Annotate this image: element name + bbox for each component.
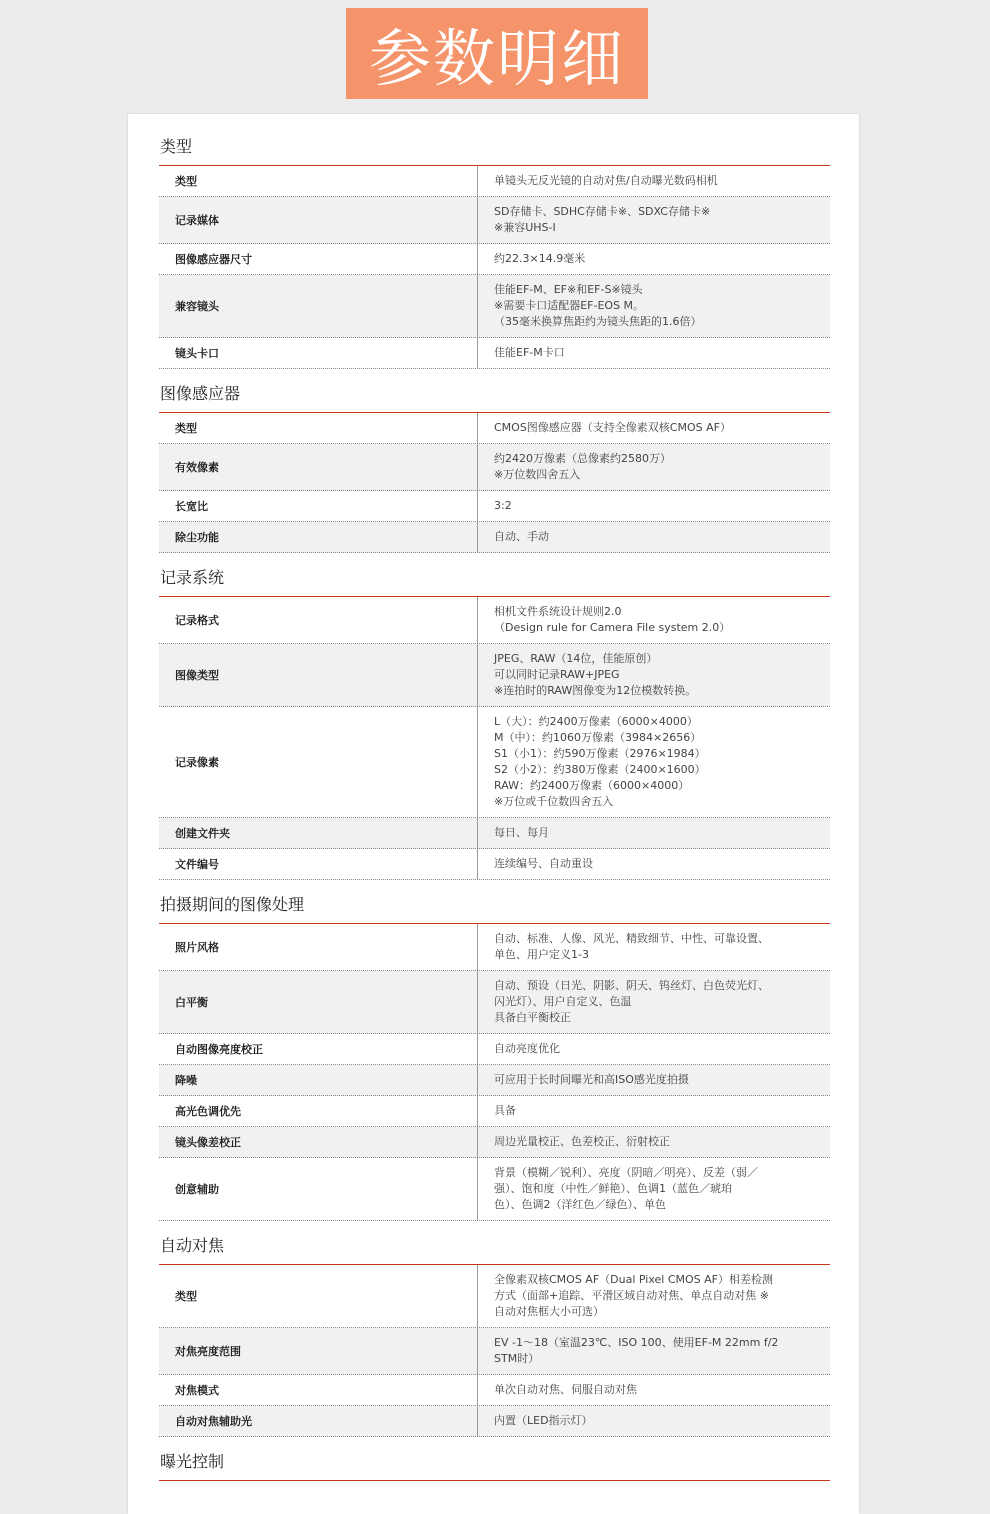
spec-row: [159, 522, 830, 553]
spec-value-line: 每日、每月: [494, 826, 549, 839]
spec-label: 类型: [159, 1265, 478, 1327]
section-title: 类型: [159, 128, 830, 166]
spec-label: 照片风格: [159, 924, 478, 970]
spec-label: 镜头像差校正: [159, 1127, 478, 1157]
spec-value-line: 内置（LED指示灯）: [494, 1414, 593, 1427]
spec-value-line: ※兼容UHS-I: [494, 221, 556, 234]
spec-row: [159, 644, 830, 707]
spec-value: [478, 707, 830, 817]
section-title: 记录系统: [159, 559, 830, 597]
spec-label: 高光色调优先: [159, 1096, 478, 1126]
spec-label: 除尘功能: [159, 522, 478, 552]
page-banner: [346, 8, 648, 99]
spec-value-line: 单色、用户定义1-3: [494, 948, 589, 961]
spec-table: [159, 1265, 830, 1437]
spec-value-line: SD存储卡、SDHC存储卡※、SDXC存储卡※: [494, 205, 711, 218]
section-title: 自动对焦: [159, 1227, 830, 1265]
spec-value-line: 全像素双核CMOS AF（Dual Pixel CMOS AF）相差检测: [494, 1273, 773, 1286]
spec-value: [478, 1265, 830, 1327]
spec-value-line: 自动对焦框大小可选）: [494, 1305, 604, 1318]
spec-value-line: STM时）: [494, 1352, 540, 1365]
spec-row: [159, 971, 830, 1034]
spec-value: [478, 275, 830, 337]
spec-label: 兼容镜头: [159, 275, 478, 337]
section-title: 图像感应器: [159, 375, 830, 413]
spec-table: [159, 166, 830, 369]
spec-row: [159, 1375, 830, 1406]
spec-value: [478, 1375, 830, 1405]
spec-value: [478, 244, 830, 274]
spec-row: [159, 1065, 830, 1096]
spec-row: [159, 244, 830, 275]
spec-label: 降噪: [159, 1065, 478, 1095]
spec-value: [478, 444, 830, 490]
spec-value-line: 强）、饱和度（中性／鲜艳）、色调1（蓝色／琥珀: [494, 1182, 732, 1195]
spec-row: [159, 924, 830, 971]
spec-value: [478, 1096, 830, 1126]
spec-value: [478, 818, 830, 848]
spec-value: [478, 491, 830, 521]
spec-label: 创意辅助: [159, 1158, 478, 1220]
section-title: 拍摄期间的图像处理: [159, 886, 830, 924]
spec-value: [478, 849, 830, 879]
spec-value: [478, 597, 830, 643]
spec-value-line: 自动、手动: [494, 530, 549, 543]
spec-row: [159, 444, 830, 491]
spec-value: [478, 1065, 830, 1095]
spec-label: 图像感应器尺寸: [159, 244, 478, 274]
spec-value-line: 周边光量校正、色差校正、衍射校正: [494, 1135, 670, 1148]
spec-value-line: 相机文件系统设计规则2.0: [494, 605, 622, 618]
spec-value-line: 具备: [494, 1104, 516, 1117]
spec-value: [478, 197, 830, 243]
spec-value: [478, 644, 830, 706]
spec-row: [159, 275, 830, 338]
spec-value-line: （Design rule for Camera File system 2.0）: [494, 621, 731, 634]
spec-value-line: ※连拍时的RAW图像变为12位模数转换。: [494, 684, 697, 697]
spec-row: [159, 197, 830, 244]
spec-value-line: 闪光灯）、用户自定义、色温: [494, 995, 632, 1008]
spec-row: [159, 1406, 830, 1437]
spec-row: [159, 1158, 830, 1221]
spec-value-line: 自动、标准、人像、风光、精致细节、中性、可靠设置、: [494, 932, 769, 945]
spec-value: [478, 522, 830, 552]
spec-value-line: CMOS图像感应器（支持全像素双核CMOS AF）: [494, 421, 731, 434]
spec-label: 自动图像亮度校正: [159, 1034, 478, 1064]
spec-value-line: 背景（模糊／锐利）、亮度（阴暗／明亮）、反差（弱／: [494, 1166, 758, 1179]
spec-label: 类型: [159, 413, 478, 443]
spec-value: [478, 1406, 830, 1436]
spec-label: 对焦模式: [159, 1375, 478, 1405]
spec-value: [478, 166, 830, 196]
spec-label: 有效像素: [159, 444, 478, 490]
spec-label: 图像类型: [159, 644, 478, 706]
spec-row: [159, 1328, 830, 1375]
spec-value-line: 佳能EF-M、EF※和EF-S※镜头: [494, 283, 643, 296]
spec-value-line: 可以同时记录RAW+JPEG: [494, 668, 620, 681]
spec-row: [159, 413, 830, 444]
spec-row: [159, 707, 830, 818]
spec-row: [159, 1265, 830, 1328]
spec-value-line: JPEG、RAW（14位，佳能原创）: [494, 652, 658, 665]
spec-value-line: ※万位或千位数四舍五入: [494, 795, 614, 808]
spec-value-line: RAW：约2400万像素（6000×4000）: [494, 779, 690, 792]
spec-row: [159, 849, 830, 880]
spec-value-line: （35毫米换算焦距约为镜头焦距的1.6倍）: [494, 315, 702, 328]
spec-row: [159, 1034, 830, 1065]
spec-value-line: 佳能EF-M卡口: [494, 346, 565, 359]
spec-label: 长宽比: [159, 491, 478, 521]
spec-label: 创建文件夹: [159, 818, 478, 848]
spec-value: [478, 971, 830, 1033]
spec-label: 类型: [159, 166, 478, 196]
spec-row: [159, 818, 830, 849]
spec-value-line: 色）、色调2（洋红色／绿色）、单色: [494, 1198, 666, 1211]
spec-row: [159, 1127, 830, 1158]
spec-card: [128, 114, 859, 1514]
spec-content: [159, 128, 830, 1481]
spec-value: [478, 1158, 830, 1220]
spec-value-line: S2（小2）：约380万像素（2400×1600）: [494, 763, 706, 776]
spec-value-line: 自动、预设（日光、阴影、阴天、钨丝灯、白色荧光灯、: [494, 979, 769, 992]
spec-value-line: S1（小1）：约590万像素（2976×1984）: [494, 747, 706, 760]
banner-title: 参数明细: [368, 22, 625, 95]
spec-value: [478, 1034, 830, 1064]
spec-value-line: ※万位数四舍五入: [494, 468, 581, 481]
spec-value: [478, 1328, 830, 1374]
spec-row: [159, 597, 830, 644]
spec-value-line: 约22.3×14.9毫米: [494, 252, 586, 265]
spec-table: [159, 924, 830, 1221]
spec-row: [159, 338, 830, 369]
spec-value-line: 单次自动对焦、伺服自动对焦: [494, 1383, 637, 1396]
spec-row: [159, 166, 830, 197]
spec-value-line: 约2420万像素（总像素约2580万）: [494, 452, 671, 465]
spec-label: 自动对焦辅助光: [159, 1406, 478, 1436]
spec-value-line: L（大）：约2400万像素（6000×4000）: [494, 715, 698, 728]
spec-value-line: 自动亮度优化: [494, 1042, 560, 1055]
spec-row: [159, 491, 830, 522]
spec-label: 镜头卡口: [159, 338, 478, 368]
spec-value-line: ※需要卡口适配器EF-EOS M。: [494, 299, 645, 312]
spec-label: 记录格式: [159, 597, 478, 643]
spec-value: [478, 413, 830, 443]
spec-row: [159, 1096, 830, 1127]
spec-value-line: 具备白平衡校正: [494, 1011, 571, 1024]
spec-value: [478, 1127, 830, 1157]
spec-value-line: M（中）：约1060万像素（3984×2656）: [494, 731, 702, 744]
spec-value: [478, 924, 830, 970]
spec-value-line: 3:2: [494, 499, 512, 512]
spec-table: [159, 597, 830, 880]
spec-value-line: 连续编号、自动重设: [494, 857, 593, 870]
spec-value: [478, 338, 830, 368]
section-title: 曝光控制: [159, 1443, 830, 1481]
spec-value-line: 方式（面部+追踪、平滑区域自动对焦、单点自动对焦 ※: [494, 1289, 769, 1302]
spec-value-line: 可应用于长时间曝光和高ISO感光度拍摄: [494, 1073, 689, 1086]
spec-label: 白平衡: [159, 971, 478, 1033]
spec-label: 文件编号: [159, 849, 478, 879]
spec-label: 记录像素: [159, 707, 478, 817]
spec-label: 对焦亮度范围: [159, 1328, 478, 1374]
spec-value-line: 单镜头无反光镜的自动对焦/自动曝光数码相机: [494, 174, 718, 187]
spec-table: [159, 413, 830, 553]
spec-label: 记录媒体: [159, 197, 478, 243]
spec-value-line: EV -1～18（室温23℃、ISO 100、使用EF-M 22mm f/2: [494, 1336, 779, 1349]
